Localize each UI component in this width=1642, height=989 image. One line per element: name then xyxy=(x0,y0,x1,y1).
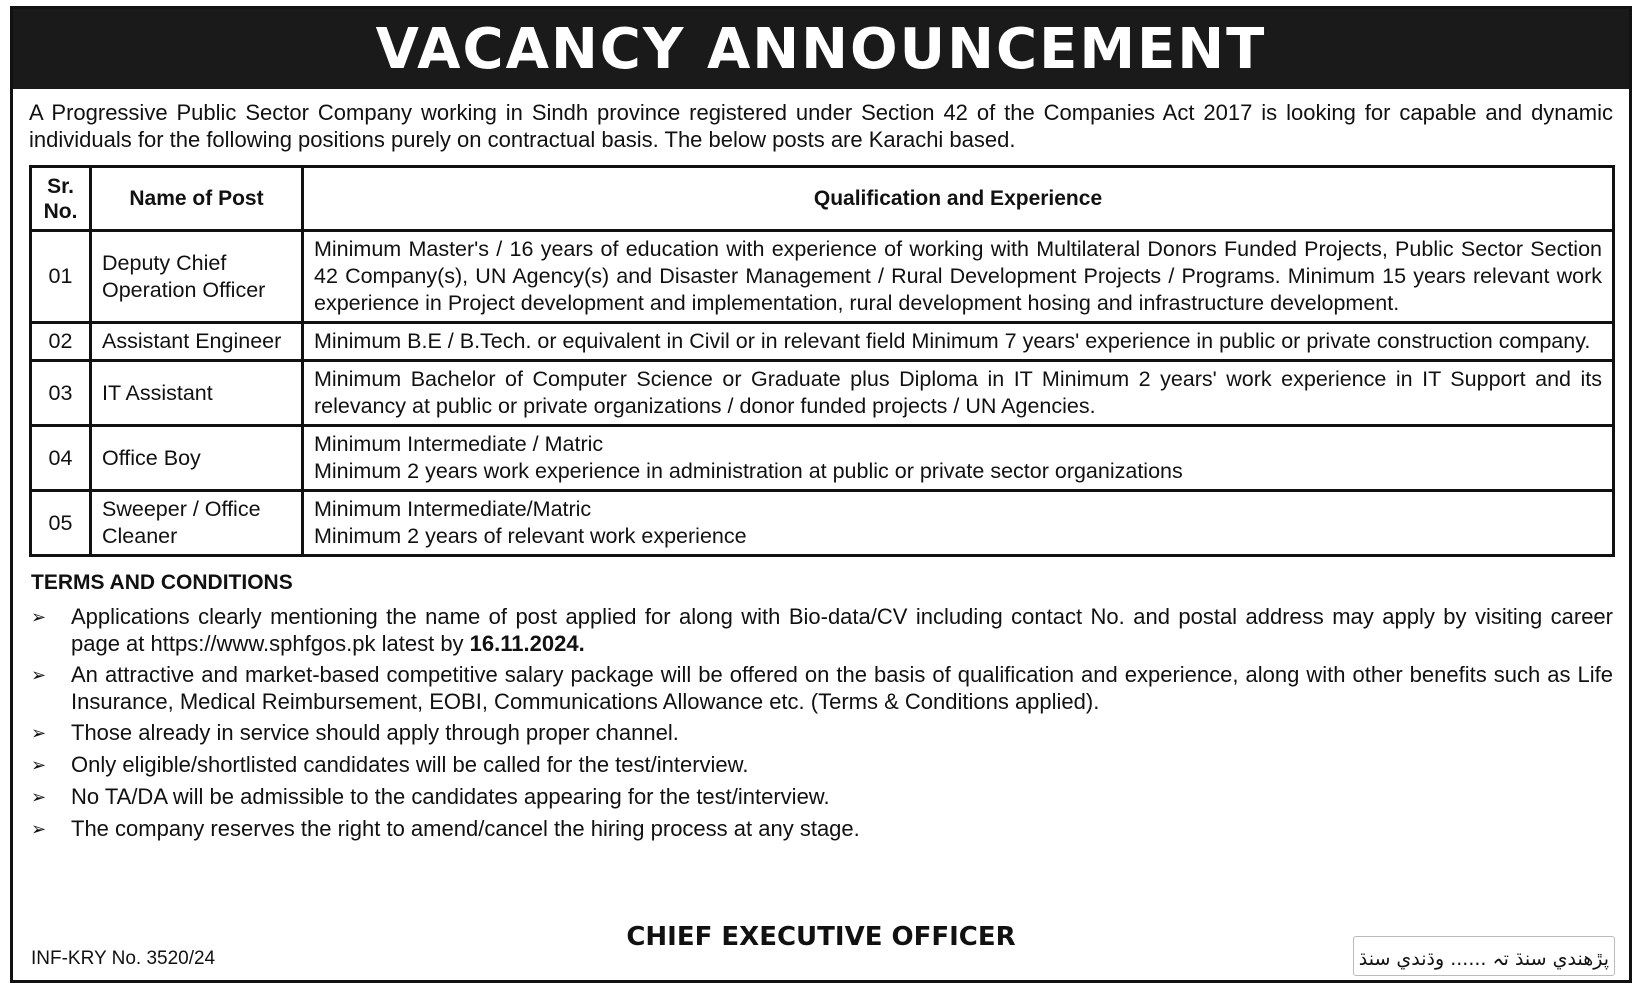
row-post-name: Office Boy xyxy=(91,426,303,491)
row-qualification xyxy=(303,231,1614,323)
vacancy-table xyxy=(29,165,1615,557)
qualification-line: Minimum Intermediate/Matric xyxy=(314,497,592,521)
list-item xyxy=(31,751,1613,779)
list-item xyxy=(31,783,1613,811)
signatory: CHIEF EXECUTIVE OFFICER xyxy=(626,922,1016,952)
list-item xyxy=(31,661,1613,715)
table-row xyxy=(31,491,1614,556)
qualification-line: Minimum 2 years work experience in administration at public or private sector organizations xyxy=(314,459,1183,483)
header-sr-no: Sr. No. xyxy=(31,167,91,231)
header-post-name: Name of Post xyxy=(91,167,303,231)
reference-number: INF-KRY No. 3520/24 xyxy=(31,948,216,969)
row-sr-no: 01 xyxy=(31,231,91,323)
row-sr-no: 02 xyxy=(31,323,91,361)
arrow-bullet-icon: ➢ xyxy=(31,819,47,839)
qualification-line: Minimum B.E / B.Tech. or equivalent in Civil or in relevant field Minimum 7 years' experience in public or private construction company. xyxy=(314,329,1591,353)
page-title: VACANCY ANNOUNCEMENT xyxy=(13,9,1629,89)
row-sr-no: 04 xyxy=(31,426,91,491)
qualification-line: Minimum Master's / 16 years of education with experience of working with Multilateral Donors Funded Projects, Public Sector Section 42 Company(s), UN Agency(s) and Disaster Management / Rural Development Projects / Programs. Minimum 15 years relevant work experience in Project development and implementation, rural development hosing and infrastructure development. xyxy=(314,237,1602,315)
row-post-name: Assistant Engineer xyxy=(91,323,303,361)
term-text xyxy=(71,603,1613,657)
header-qualification: Qualification and Experience xyxy=(303,167,1614,231)
row-sr-no: 03 xyxy=(31,361,91,426)
intro-paragraph: A Progressive Public Sector Company working in Sindh province registered under Section 42 of the Companies Act 2017 is looking for capable and dynamic individuals for the following positions purely on contractual basis. The below posts are Karachi based. xyxy=(29,100,1613,152)
arrow-bullet-icon: ➢ xyxy=(31,755,47,775)
row-post-name: Sweeper / Office Cleaner xyxy=(91,491,303,556)
row-qualification xyxy=(303,361,1614,426)
table-row xyxy=(31,361,1614,426)
qualification-line: Minimum 2 years of relevant work experience xyxy=(314,524,747,548)
table-header-row xyxy=(31,167,1614,231)
sindhi-slogan: پڙهندي سنڌ تہ ...... وڌندي سنڌ xyxy=(1358,948,1609,970)
term-text xyxy=(71,751,1613,779)
vacancy-advertisement xyxy=(10,6,1632,983)
term-text xyxy=(71,661,1613,715)
list-item xyxy=(31,815,1613,843)
term-body: No TA/DA will be admissible to the candidates appearing for the test/interview. xyxy=(71,784,830,809)
term-text xyxy=(71,783,1613,811)
arrow-bullet-icon: ➢ xyxy=(31,787,47,807)
table-row xyxy=(31,323,1614,361)
deadline-date: 16.11.2024. xyxy=(469,631,585,656)
list-item xyxy=(31,603,1613,657)
term-body: Those already in service should apply through proper channel. xyxy=(71,720,679,745)
footer xyxy=(13,920,1629,980)
arrow-bullet-icon: ➢ xyxy=(31,723,47,743)
term-body: The company reserves the right to amend/cancel the hiring process at any stage. xyxy=(71,816,860,841)
term-text xyxy=(71,719,1613,747)
row-qualification xyxy=(303,426,1614,491)
terms-list xyxy=(31,603,1613,843)
list-item xyxy=(31,719,1613,747)
term-body: Only eligible/shortlisted candidates will be called for the test/interview. xyxy=(71,752,749,777)
terms-heading: TERMS AND CONDITIONS xyxy=(31,571,293,594)
arrow-bullet-icon: ➢ xyxy=(31,607,47,627)
term-body: An attractive and market-based competitive salary package will be offered on the basis of qualification and experience, along with other benefits such as Life Insurance, Medical Reimbursement, EOBI, Communications Allowance etc. (Terms & Conditions applied). xyxy=(71,662,1613,714)
table-row xyxy=(31,426,1614,491)
row-post-name: IT Assistant xyxy=(91,361,303,426)
row-post-name: Deputy Chief Operation Officer xyxy=(91,231,303,323)
qualification-line: Minimum Intermediate / Matric xyxy=(314,432,604,456)
row-sr-no: 05 xyxy=(31,491,91,556)
arrow-bullet-icon: ➢ xyxy=(31,665,47,685)
term-body: Applications clearly mentioning the name of post applied for along with Bio-data/CV including contact No. and postal address may apply by visiting career page at https://www.sphfgos.pk latest by xyxy=(71,604,1613,656)
term-text xyxy=(71,815,1613,843)
row-qualification xyxy=(303,491,1614,556)
row-qualification xyxy=(303,323,1614,361)
table-row xyxy=(31,231,1614,323)
qualification-line: Minimum Bachelor of Computer Science or Graduate plus Diploma in IT Minimum 2 years' work experience in IT Support and its relevancy at public or private organizations / donor funded projects / UN Agencies. xyxy=(314,367,1602,418)
